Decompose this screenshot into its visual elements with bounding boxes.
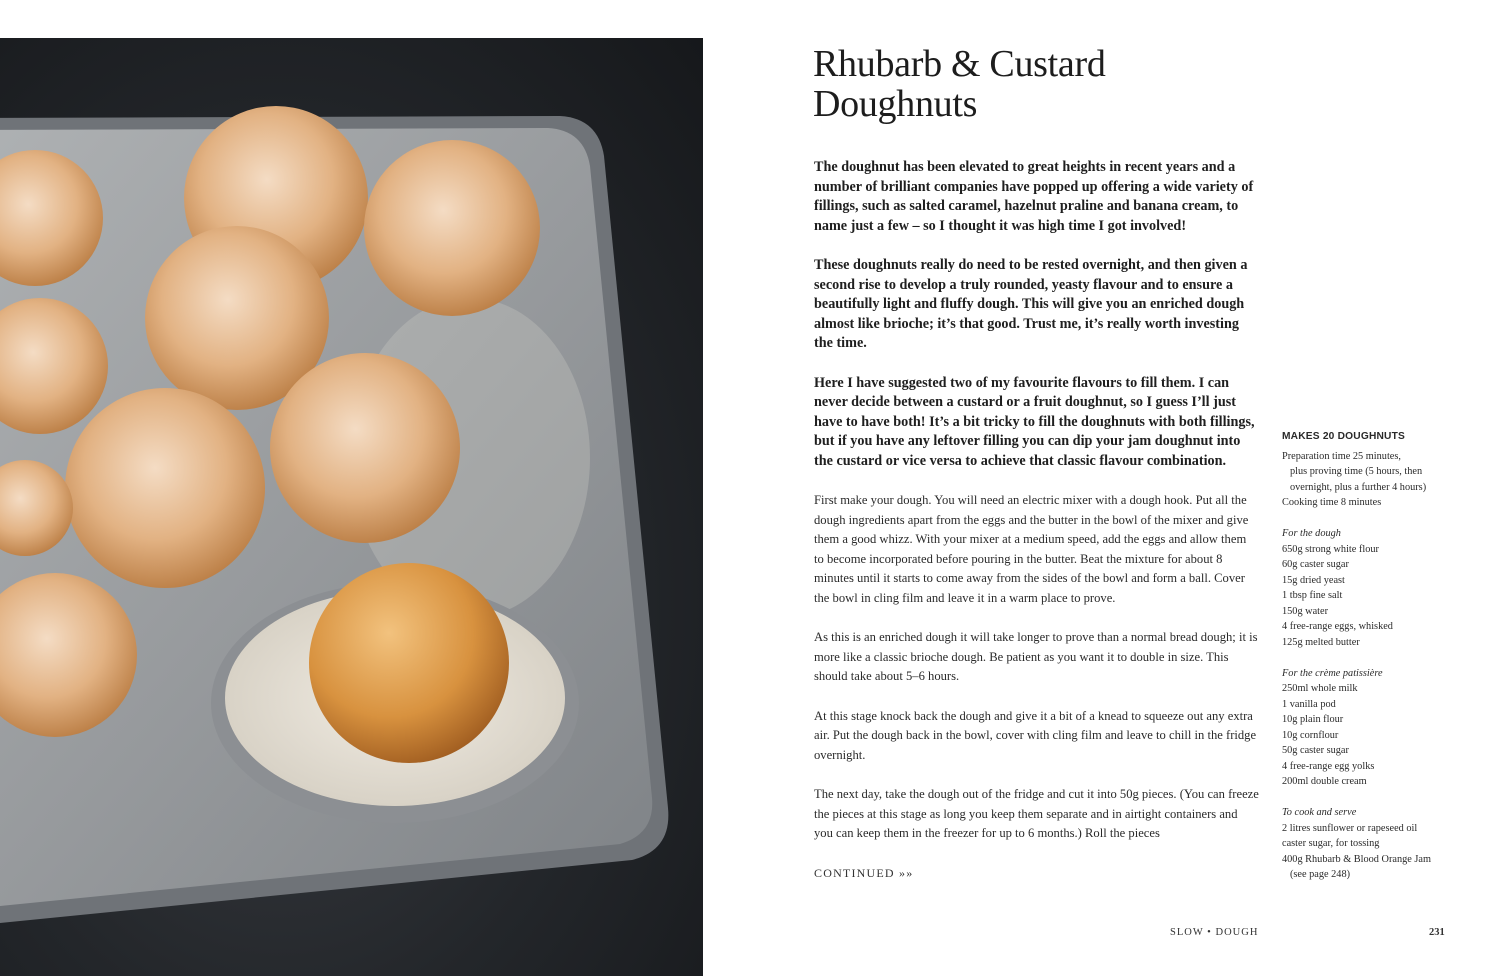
ingredient-item: caster sugar, for tossing <box>1282 838 1380 849</box>
doughnuts-illustration <box>0 38 703 976</box>
serve-heading: To cook and serve <box>1282 807 1357 818</box>
ingredient-item: 150g water <box>1282 605 1329 617</box>
method-paragraph: As this is an enriched dough it will take longer to prove than a normal bread dough; it is more like a classic brioche dough. Be patient as you want it to double in size. This should take about 5–6 hours. <box>814 630 1258 684</box>
ingredient-item: 60g caster sugar <box>1282 559 1349 570</box>
ingredient-item: 2 litres sunflower or rapeseed oil <box>1282 822 1418 834</box>
title-line-2: Doughnuts <box>813 83 978 125</box>
yield-heading: MAKES 20 DOUGHNUTS <box>1282 431 1406 442</box>
intro-paragraph: The doughnut has been elevated to great heights in recent years and a number of brilliant companies have popped up offering a wide variety of fillings, such as salted caramel, hazelnut praline and banana cream, to name just a few – so I thought it was high time I got involved! <box>814 159 1254 234</box>
recipe-photo <box>0 38 703 976</box>
method-paragraph: First make your dough. You will need an electric mixer with a dough hook. Put all the dough ingredients apart from the eggs and the butter in the bowl of the mixer and give them a good whizz. With your mixer at a medium speed, add the eggs and allow them to become incorporated before pouring in the butter. Beat the mixture for about 8 minutes until it starts to come away from the sides of the bowl and form a ball. Cover the bowl in cling film and leave it in a warm place to prove. <box>814 493 1249 605</box>
creme-heading: For the crème patissière <box>1282 667 1383 679</box>
ingredient-item: 1 tbsp fine salt <box>1282 590 1343 601</box>
intro-paragraph: Here I have suggested two of my favourite flavours to fill them. I can never decide between a custard or a fruit doughnut, so I guess I’ll just have to have both! It’s a bit tricky to fill the doughnuts with both fillings, but if you have any leftover filling you can dip your jam doughnut into the custard or vice versa to achieve that classic flavour combination. <box>814 374 1255 469</box>
method-paragraph: The next day, take the dough out of the fridge and cut it into 50g pieces. (You can freeze the pieces at this stage as long you keep them separate and in airtight containers and you can keep them in the freezer for up to 6 months.) Roll the pieces <box>814 786 1259 841</box>
recipe-title <box>813 44 1313 124</box>
time-line: plus proving time (5 hours, then <box>1290 466 1423 477</box>
ingredient-item: 400g Rhubarb & Blood Orange Jam <box>1282 853 1431 865</box>
section-label: SLOW • DOUGH <box>1170 927 1259 938</box>
ingredient-item: 125g melted butter <box>1282 636 1360 648</box>
continued-label: CONTINUED »» <box>814 866 914 880</box>
method-section <box>814 491 1259 863</box>
ingredients-sidebar <box>1282 429 1482 883</box>
dough-heading: For the dough <box>1282 528 1341 539</box>
method-paragraph: At this stage knock back the dough and give it a bit of a knead to squeeze out any extra air. Put the dough back in the bowl, cover with cling film and leave to chill in the fridge overnight. <box>814 708 1257 762</box>
time-line: Cooking time 8 minutes <box>1282 497 1382 508</box>
time-line: overnight, plus a further 4 hours) <box>1290 481 1427 493</box>
time-line: Preparation time 25 minutes, <box>1282 450 1401 462</box>
ingredient-item: 4 free-range eggs, whisked <box>1282 621 1393 632</box>
ingredient-item: 650g strong white flour <box>1282 543 1379 555</box>
ingredient-item: 10g cornflour <box>1282 729 1339 741</box>
ingredient-item: 50g caster sugar <box>1282 745 1349 756</box>
ingredient-item: (see page 248) <box>1290 869 1351 880</box>
page-number: 231 <box>1429 927 1445 938</box>
ingredient-item: 200ml double cream <box>1282 776 1367 787</box>
ingredient-item: 4 free-range egg yolks <box>1282 760 1375 772</box>
intro-paragraph: These doughnuts really do need to be rested overnight, and then given a second rise to develop a truly rounded, yeasty flavour and to ensure a beautifully light and fluffy dough. This will give you an enriched dough almost like brioche; it’s that good. Trust me, it’s really worth investing the time. <box>814 256 1248 352</box>
ingredient-item: 1 vanilla pod <box>1282 698 1336 710</box>
title-line-1: Rhubarb & Custard <box>813 43 1106 85</box>
ingredient-item: 15g dried yeast <box>1282 574 1345 586</box>
ingredient-item: 250ml whole milk <box>1282 683 1358 694</box>
intro-section <box>814 158 1259 491</box>
ingredient-item: 10g plain flour <box>1282 714 1344 725</box>
